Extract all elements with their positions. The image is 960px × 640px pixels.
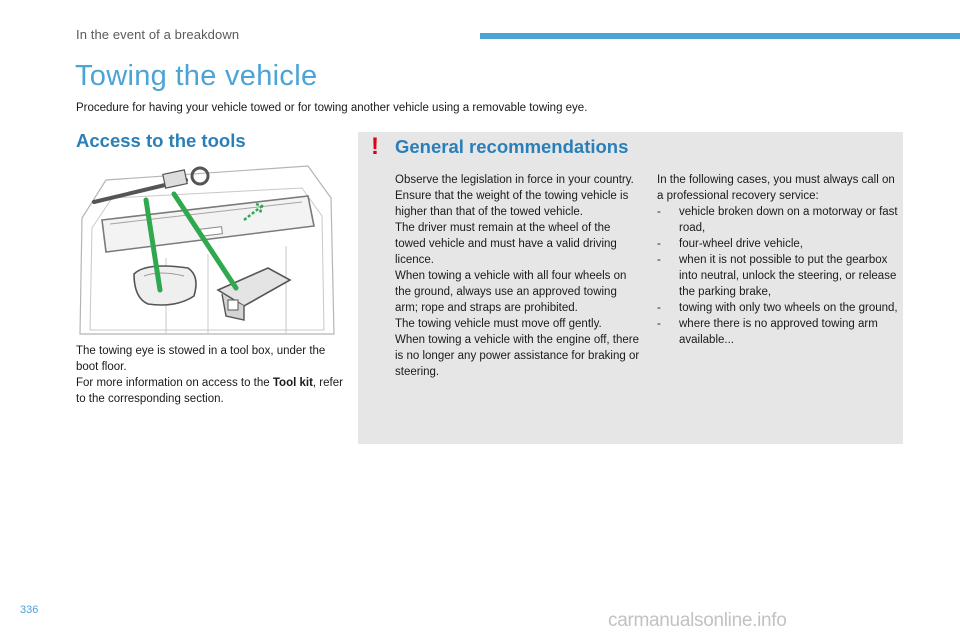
- professional-service-list: [657, 204, 902, 348]
- boot-tools-drawing: [76, 158, 338, 336]
- recommendation-paragraph: When towing a vehicle with the engine off, there is no longer any power assistance for braking or steering.: [395, 334, 640, 378]
- access-text-1: The towing eye is stowed in a tool box, under the boot floor.: [76, 345, 326, 373]
- list-item: - vehicle broken down on a motorway or fast road,: [657, 204, 902, 236]
- intro-text: Procedure for having your vehicle towed or for towing another vehicle using a removable towing eye.: [76, 102, 588, 114]
- access-text-2: [76, 375, 346, 407]
- list-item: - four-wheel drive vehicle,: [657, 236, 902, 252]
- access-heading: Access to the tools: [76, 130, 246, 151]
- access-text-2-start: For more information on access to the: [76, 377, 273, 389]
- list-item: - when it is not possible to put the gearbox into neutral, unlock the steering, or release the parking brake,: [657, 252, 902, 300]
- recommendation-paragraph: Ensure that the weight of the towing vehicle is higher than that of the towed vehicle.: [395, 190, 629, 218]
- recommendations-right-column: [657, 172, 902, 348]
- tool-kit-reference: Tool kit: [272, 377, 313, 389]
- access-body: [76, 343, 346, 407]
- page-title: Towing the vehicle: [75, 60, 318, 92]
- recommendation-paragraph: The driver must remain at the wheel of the towed vehicle and must have a valid driving licence.: [395, 222, 617, 266]
- section-header: In the event of a breakdown: [76, 27, 240, 42]
- list-item: - towing with only two wheels on the ground,: [657, 300, 902, 316]
- recommendation-paragraph: When towing a vehicle with all four wheels on the ground, always use an approved towing arm; rope and straps are prohibited.: [395, 270, 627, 314]
- access-text-2-end: , refer to the corresponding section.: [76, 377, 343, 405]
- boot-illustration: [76, 158, 338, 336]
- watermark: carmanualsonline.info: [608, 610, 787, 631]
- recommendation-paragraph: The towing vehicle must move off gently.: [395, 318, 602, 330]
- recommendations-heading: General recommendations: [395, 136, 629, 157]
- recommendation-paragraph: Observe the legislation in force in your country.: [395, 174, 634, 186]
- page-number: 336: [20, 604, 39, 616]
- recommendations-left-column: [395, 172, 640, 380]
- header-accent-bar: [480, 33, 960, 39]
- professional-service-intro: In the following cases, you must always call on a professional recovery service:: [657, 174, 895, 202]
- list-item: - where there is no approved towing arm available...: [657, 316, 902, 348]
- exclamation-icon: !: [371, 133, 379, 160]
